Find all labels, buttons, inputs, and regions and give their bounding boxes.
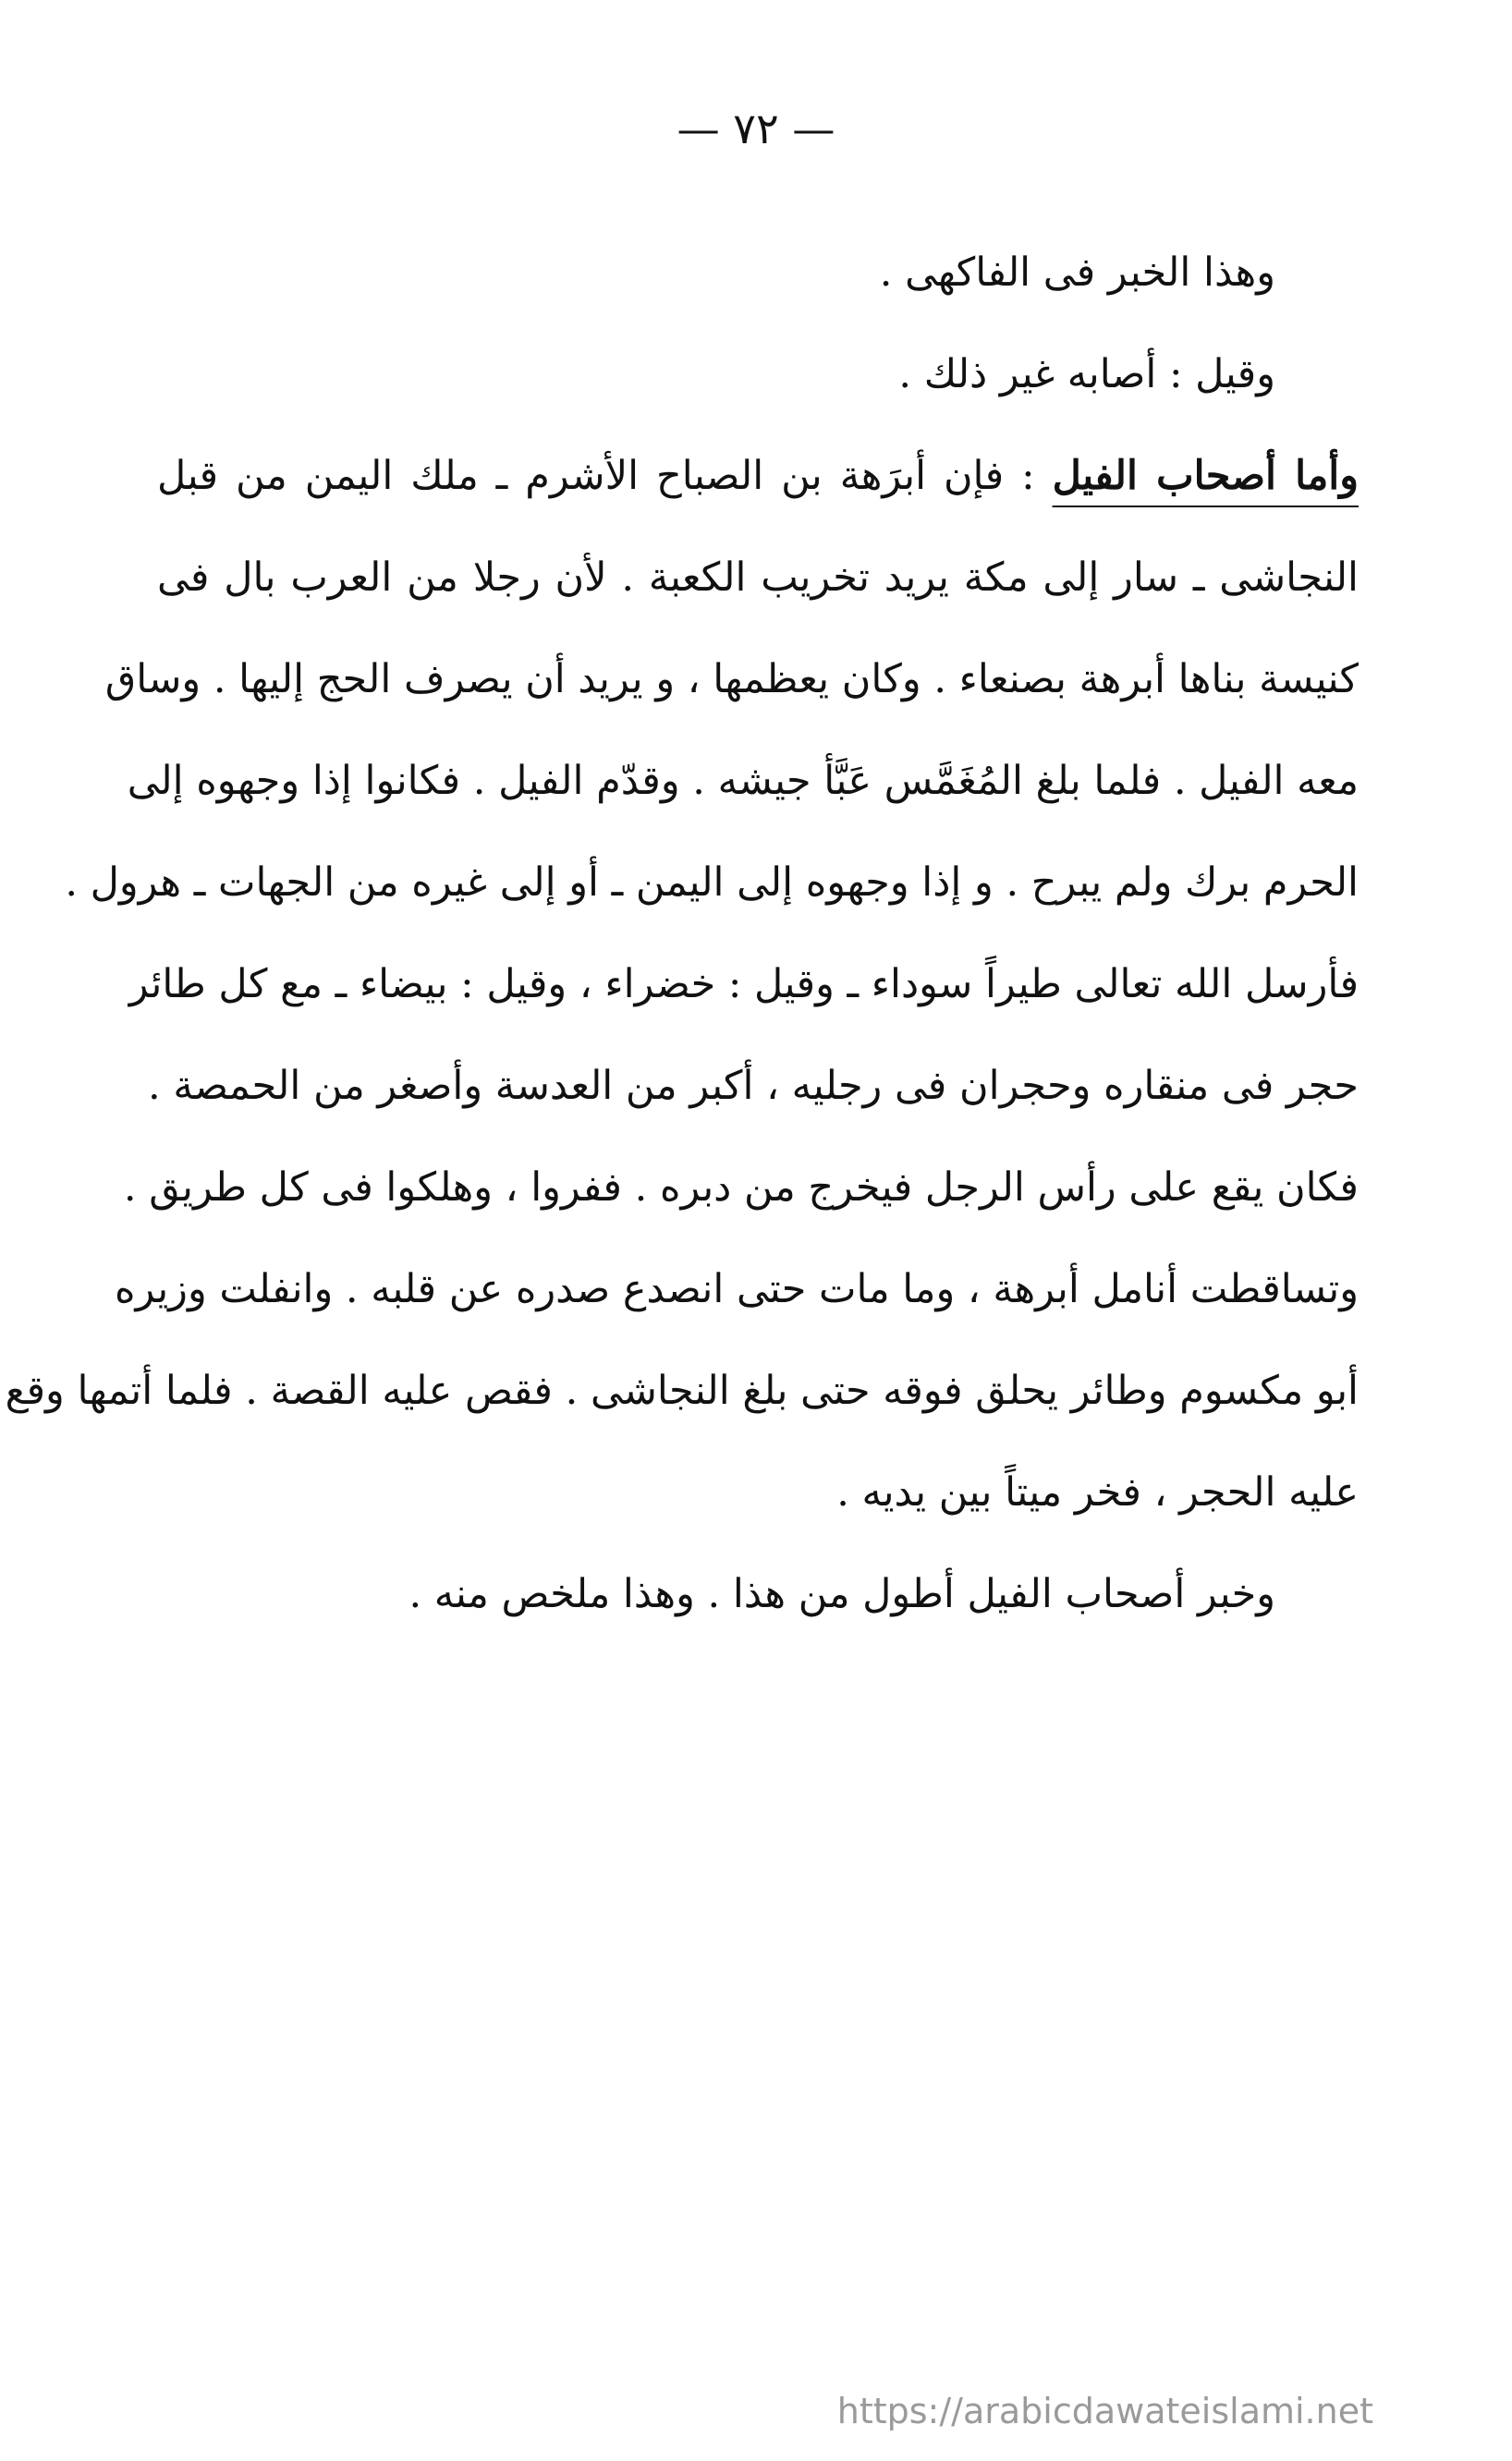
section-heading-term: وأما أصحاب الفيل [1052,453,1359,499]
page-number: — ٧٢ — [677,104,835,153]
text-line: النجاشى ـ سار إلى مكة يريد تخريب الكعبة . لأن رجلا من العرب بال فى [157,554,1359,601]
page-body-text [5,222,1359,1645]
text-line: أبو مكسوم وطائر يحلق فوقه حتى بلغ النجاشى . فقص عليه القصة . فلما أتمها وقع [5,1368,1359,1414]
text-line: حجر فى منقاره وحجران فى رجليه ، أكبر من العدسة وأصغر من الحمصة . [147,1063,1359,1109]
text-line: وقيل : أصابه غير ذلك . [898,351,1275,397]
section-heading-rest: : فإن أبرَهة بن الصباح الأشرم ـ ملك اليمن من قبل [157,453,1053,499]
text-line: كنيسة بناها أبرهة بصنعاء . وكان يعظمها ، و يريد أن يصرف الحج إليها . وساق [104,656,1359,702]
text-line: وخبر أصحاب الفيل أطول من هذا . وهذا ملخص منه . [408,1571,1275,1617]
text-line: فكان يقع على رأس الرجل فيخرج من دبره . ففروا ، وهلكوا فى كل طريق . [123,1164,1359,1211]
text-line: فأرسل الله تعالى طيراً سوداء ـ وقيل : خضراء ، وقيل : بيضاء ـ مع كل طائر [128,961,1359,1007]
text-line: وتساقطت أنامل أبرهة ، وما مات حتى انصدع صدره عن قلبه . وانفلت وزيره [114,1266,1359,1312]
section-heading-line [157,425,1359,527]
text-line: عليه الحجر ، فخر ميتاً بين يديه . [836,1469,1359,1516]
watermark-url: https://arabicdawateislami.net [836,2391,1373,2431]
text-line: الحرم برك ولم يبرح . و إذا وجهوه إلى اليمن ـ أو إلى غيره من الجهات ـ هرول . [65,859,1359,906]
text-line: معه الفيل . فلما بلغ المُغَمَّس عَبَّأ جيشه . وقدّم الفيل . فكانوا إذا وجهوه إلى [127,758,1359,804]
text-line: وهذا الخبر فى الفاكهى . [879,250,1275,296]
